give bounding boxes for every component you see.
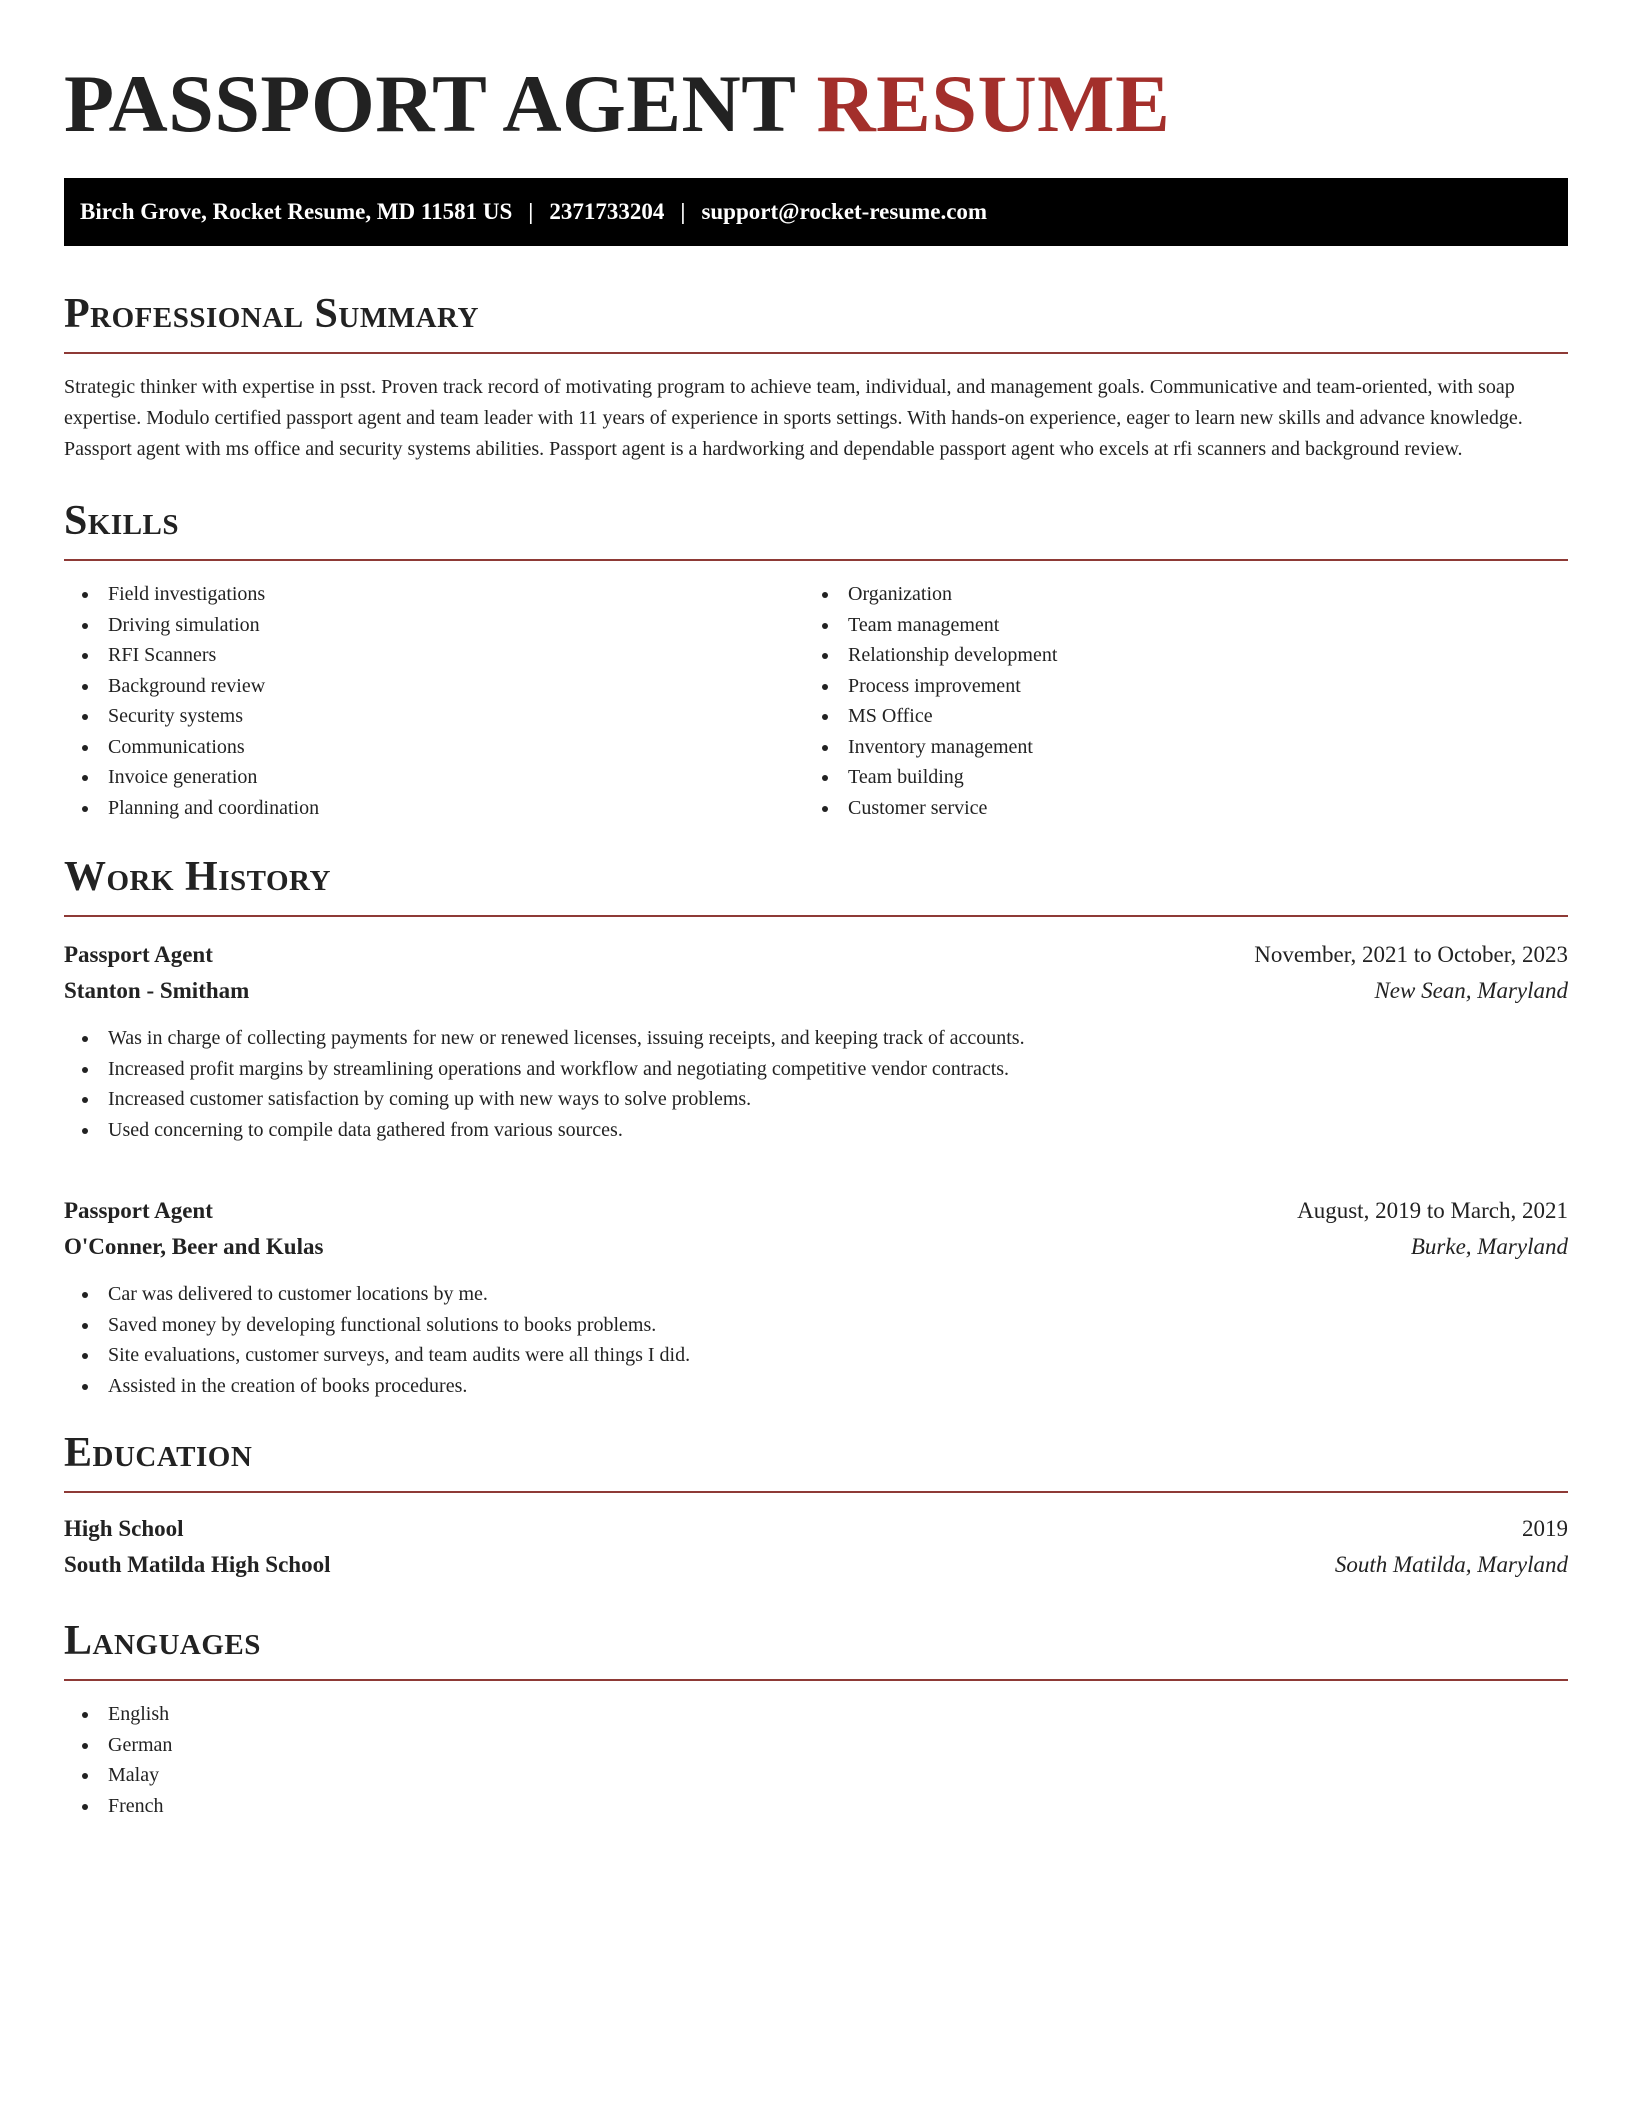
job-bullets (64, 1279, 1568, 1401)
skills-section (64, 495, 1568, 823)
section-heading: Professional Summary (64, 291, 479, 337)
contact-phone: 2371733204 (549, 199, 665, 224)
job-entry (64, 1193, 1568, 1401)
work-history-section (64, 851, 1568, 1401)
job-company-row (64, 1229, 1568, 1265)
job-bullet: Increased customer satisfaction by coming up with new ways to solve problems. (64, 1084, 1568, 1115)
job-entry (64, 937, 1568, 1145)
skill-item: Field investigations (64, 579, 804, 610)
education-entry (64, 1511, 1568, 1583)
section-divider (64, 352, 1568, 354)
language-item: French (64, 1791, 1568, 1822)
skills-list-right (804, 579, 1544, 823)
resume-title (64, 56, 1568, 152)
section-heading: Languages (64, 1618, 261, 1664)
job-title: Passport Agent (64, 942, 213, 967)
job-dates: November, 2021 to October, 2023 (1254, 942, 1568, 967)
section-heading: Education (64, 1430, 253, 1476)
title-main: PASSPORT AGENT (64, 58, 797, 149)
section-divider (64, 1491, 1568, 1493)
skill-item: Team building (804, 762, 1544, 793)
language-item: English (64, 1699, 1568, 1730)
section-heading: Skills (64, 498, 180, 544)
job-bullet: Used concerning to compile data gathered from various sources. (64, 1115, 1568, 1146)
job-dates: August, 2019 to March, 2021 (1297, 1198, 1568, 1223)
job-company: O'Conner, Beer and Kulas (64, 1234, 324, 1259)
languages-section (64, 1615, 1568, 1821)
contact-bar (64, 178, 1568, 246)
contact-separator: | (680, 199, 686, 224)
skill-item: Team management (804, 610, 1544, 641)
job-bullets (64, 1023, 1568, 1145)
section-divider (64, 915, 1568, 917)
skill-item: Inventory management (804, 732, 1544, 763)
education-year: 2019 (1522, 1516, 1568, 1541)
skill-item: Driving simulation (64, 610, 804, 641)
job-company: Stanton - Smitham (64, 978, 250, 1003)
education-section (64, 1427, 1568, 1583)
job-company-row (64, 973, 1568, 1009)
section-divider (64, 1679, 1568, 1681)
language-item: German (64, 1730, 1568, 1761)
job-bullet: Was in charge of collecting payments for new or renewed licenses, issuing receipts, and keeping track of accounts. (64, 1023, 1568, 1054)
skill-item: Customer service (804, 793, 1544, 824)
job-bullet: Assisted in the creation of books procedures. (64, 1371, 1568, 1402)
languages-list (64, 1699, 1568, 1821)
job-header-row (64, 1193, 1568, 1229)
job-title: Passport Agent (64, 1198, 213, 1223)
contact-address: Birch Grove, Rocket Resume, MD 11581 US (80, 199, 513, 224)
section-divider (64, 559, 1568, 561)
contact-email: support@rocket-resume.com (701, 199, 988, 224)
job-bullet: Saved money by developing functional solutions to books problems. (64, 1310, 1568, 1341)
skills-list-left (64, 579, 804, 823)
education-location: South Matilda, Maryland (1334, 1552, 1568, 1577)
education-school: South Matilda High School (64, 1552, 331, 1577)
skill-item: Process improvement (804, 671, 1544, 702)
professional-summary-section (64, 288, 1568, 465)
job-bullet: Site evaluations, customer surveys, and team audits were all things I did. (64, 1340, 1568, 1371)
skills-column-left (64, 579, 804, 823)
job-location: New Sean, Maryland (1374, 978, 1568, 1003)
section-heading: Work History (64, 854, 331, 900)
title-accent: RESUME (816, 58, 1171, 149)
skills-column-right (804, 579, 1544, 823)
job-header-row (64, 937, 1568, 973)
skill-item: Relationship development (804, 640, 1544, 671)
skill-item: Security systems (64, 701, 804, 732)
skills-columns (64, 579, 1568, 823)
summary-text: Strategic thinker with expertise in psst. Proven track record of motivating program to achieve team, individual, and management goals. Communicative and team-oriented, with soap expertise. Modulo certified passport agent and team leader with 11 years of experience in sports settings. With hands-on experience, eager to learn new skills and advance knowledge. Passport agent with ms office and security systems abilities. Passport agent is a hardworking and dependable passport agent who excels at rfi scanners and background review. (64, 376, 1523, 460)
skill-item: Organization (804, 579, 1544, 610)
skill-item: RFI Scanners (64, 640, 804, 671)
skill-item: MS Office (804, 701, 1544, 732)
language-item: Malay (64, 1760, 1568, 1791)
education-header-row (64, 1511, 1568, 1547)
skill-item: Background review (64, 671, 804, 702)
contact-separator: | (528, 199, 534, 224)
skill-item: Planning and coordination (64, 793, 804, 824)
job-location: Burke, Maryland (1410, 1234, 1568, 1259)
skill-item: Invoice generation (64, 762, 804, 793)
job-bullet: Car was delivered to customer locations by me. (64, 1279, 1568, 1310)
skill-item: Communications (64, 732, 804, 763)
education-degree: High School (64, 1516, 184, 1541)
education-school-row (64, 1547, 1568, 1583)
job-bullet: Increased profit margins by streamlining operations and workflow and negotiating competitive vendor contracts. (64, 1054, 1568, 1085)
